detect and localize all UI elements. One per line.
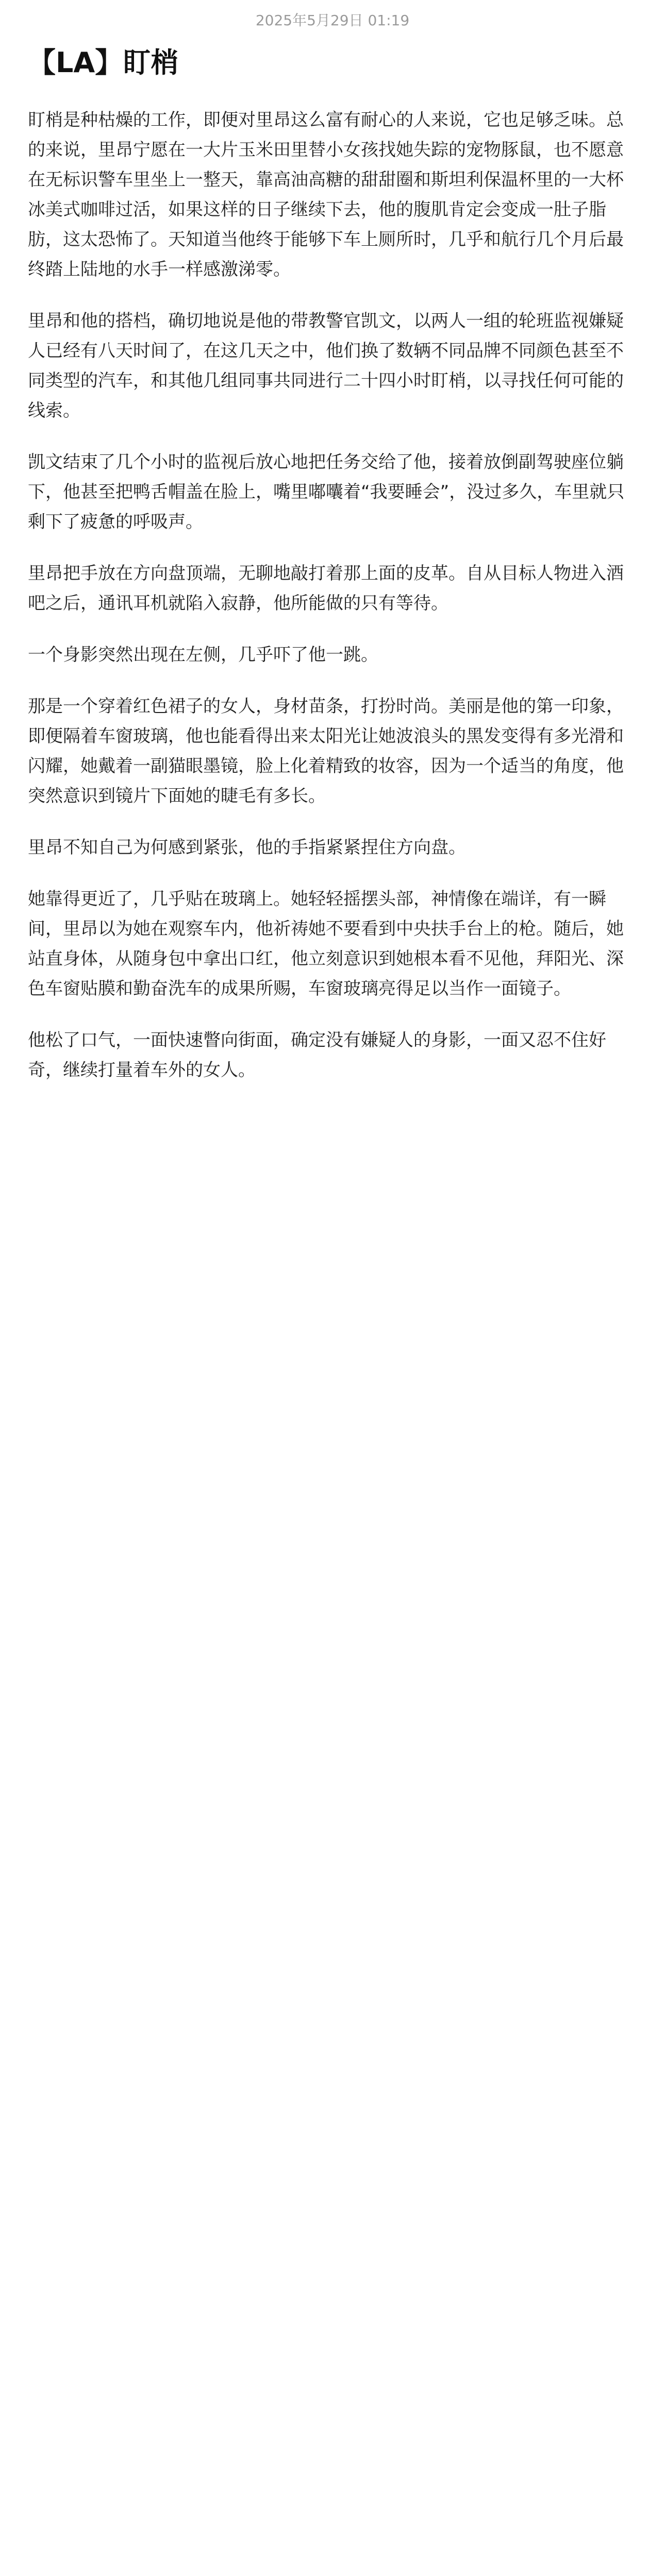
timestamp: 2025年5月29日 01:19 (255, 12, 410, 29)
article-title: 【LA】盯梢 (28, 46, 179, 79)
paragraph-4: 里昂把手放在方向盘顶端，无聊地敲打着那上面的皮革。自从目标人物进入酒吧之后，通讯耳机就陷入寂静，他所能做的只有等待。 (28, 563, 624, 614)
paragraph-6: 那是一个穿着红色裙子的女人，身材苗条，打扮时尚。美丽是他的第一印象，即便隔着车窗玻璃，他也能看得出来太阳光让她波浪头的黑发变得有多光滑和闪耀，她戴着一副猫眼墨镜，脸上化着精致的妆容，因为一个适当的角度，他突然意识到镜片下面她的睫毛有多长。 (28, 696, 624, 806)
paragraph-3: 凯文结束了几个小时的监视后放心地把任务交给了他，接着放倒副驾驶座位躺下，他甚至把鸭舌帽盖在脸上，嘴里嘟囔着“我要睡会”，没过多久，车里就只剩下了疲惫的呼吸声。 (28, 452, 625, 532)
content-continuation-area (28, 1107, 637, 2576)
paragraph-9: 他松了口气，一面快速瞥向街面，确定没有嫌疑人的身影，一面又忍不住好奇，继续打量着车外的女人。 (28, 1030, 606, 1080)
paragraph-7: 里昂不知自己为何感到紧张，他的手指紧紧捏住方向盘。 (28, 837, 466, 858)
paragraph-5: 一个身影突然出现在左侧，几乎吓了他一跳。 (28, 645, 378, 665)
paragraph-2: 里昂和他的搭档，确切地说是他的带教警官凯文，以两人一组的轮班监视嫌疑人已经有八天时间了，在这几天之中，他们换了数辆不同品牌不同颜色甚至不同类型的汽车，和其他几组同事共同进行二十四小时盯梢，以寻找任何可能的线索。 (28, 311, 624, 421)
paragraph-8: 她靠得更近了，几乎贴在玻璃上。她轻轻摇摆头部，神情像在端详，有一瞬间，里昂以为她在观察车内，他祈祷她不要看到中央扶手台上的枪。随后，她站直身体，从随身包中拿出口红，他立刻意识到她根本看不见他，拜阳光、深色车窗贴膜和勤奋洗车的成果所赐，车窗玻璃亮得足以当作一面镜子。 (28, 889, 624, 999)
paragraph-1: 盯梢是种枯燥的工作，即便对里昂这么富有耐心的人来说，它也足够乏味。总的来说，里昂宁愿在一大片玉米田里替小女孩找她失踪的宠物豚鼠，也不愿意在无标识警车里坐上一整天，靠高油高糖的甜甜圈和斯坦利保温杯里的一大杯冰美式咖啡过活，如果这样的日子继续下去，他的腹肌肯定会变成一肚子脂肪，这太恐怖了。天知道当他终于能够下车上厕所时，几乎和航行几个月后最终踏上陆地的水手一样感激涕零。 (28, 110, 624, 280)
